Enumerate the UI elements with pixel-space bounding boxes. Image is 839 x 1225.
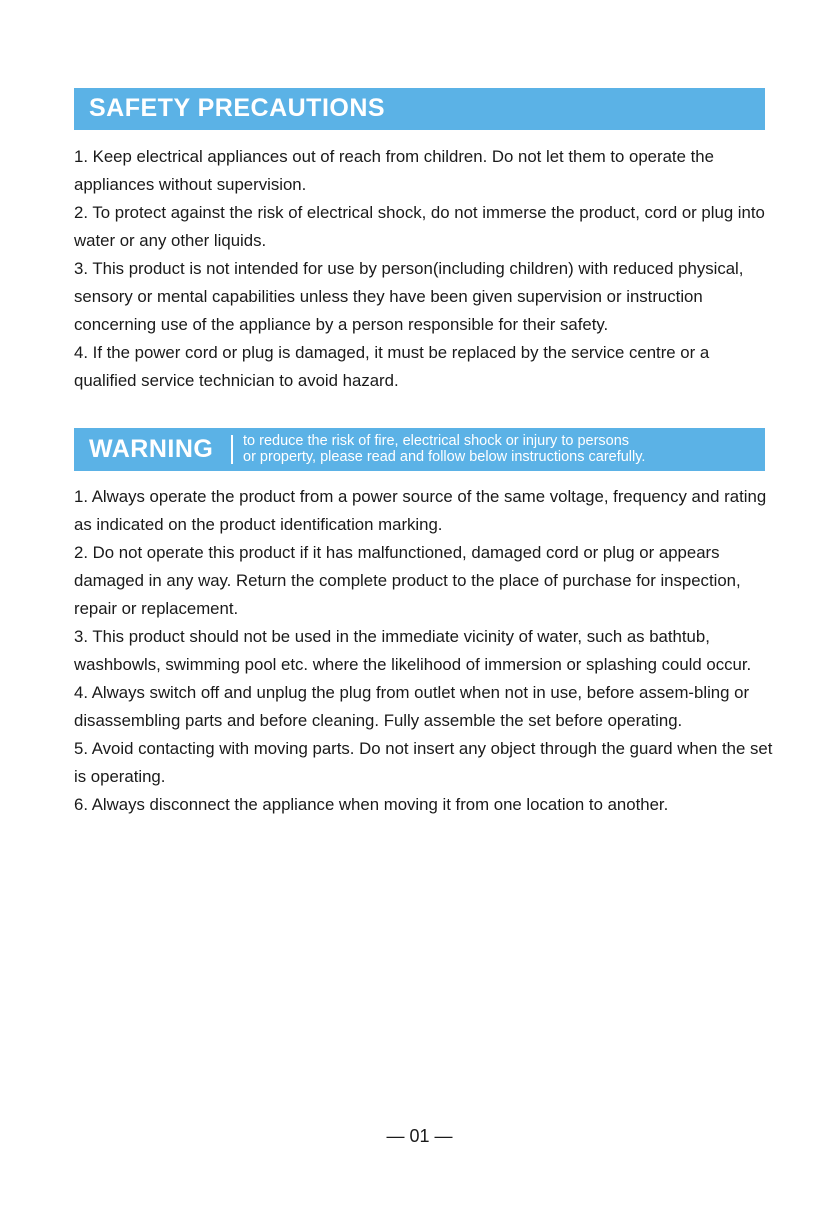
list-item: 1. Keep electrical appliances out of reach from children. Do not let them to operate the appliances without supervision. bbox=[74, 147, 714, 194]
list-item: 2. To protect against the risk of electrical shock, do not immerse the product, cord or plug into water or any other liquids. bbox=[74, 203, 765, 250]
safety-precautions-title: SAFETY PRECAUTIONS bbox=[89, 94, 386, 122]
list-item: 2. Do not operate this product if it has malfunctioned, damaged cord or plug or appears damaged in any way. Return the complete product to the place of purchase for inspection, repair or replacement. bbox=[74, 543, 741, 618]
warning-subtext bbox=[243, 433, 645, 465]
banner-divider bbox=[231, 435, 233, 464]
list-item: 6. Always disconnect the appliance when moving it from one location to another. bbox=[74, 795, 669, 814]
list-item: 4. If the power cord or plug is damaged, it must be replaced by the service centre or a qualified service technician to avoid hazard. bbox=[74, 343, 710, 390]
page-number: — 01 — bbox=[386, 1126, 453, 1146]
list-item: 4. Always switch off and unplug the plug from outlet when not in use, before assem-bling or disassembling parts and before cleaning. Fully assemble the set before operating. bbox=[74, 683, 750, 730]
warning-subtext-line: or property, please read and follow below instructions carefully. bbox=[243, 449, 646, 465]
list-item: 1. Always operate the product from a power source of the same voltage, frequency and rating as indicated on the product identification marking. bbox=[74, 487, 767, 534]
safety-precautions-list bbox=[74, 143, 774, 395]
warning-banner bbox=[74, 428, 765, 471]
list-item: 3. This product is not intended for use by person(including children) with reduced physical, sensory or mental capabilities unless they have been given supervision or instruction concerning use of the appliance by a person responsible for their safety. bbox=[74, 259, 744, 334]
list-item: 3. This product should not be used in the immediate vicinity of water, such as bathtub, washbowls, swimming pool etc. where the likelihood of immersion or splashing could occur. bbox=[74, 627, 752, 674]
warning-title: WARNING bbox=[89, 435, 214, 463]
safety-precautions-banner bbox=[74, 88, 765, 130]
warning-subtext-line: to reduce the risk of fire, electrical shock or injury to persons bbox=[243, 433, 630, 449]
warning-list bbox=[74, 483, 774, 819]
list-item: 5. Avoid contacting with moving parts. Do not insert any object through the guard when the set is operating. bbox=[74, 739, 773, 786]
